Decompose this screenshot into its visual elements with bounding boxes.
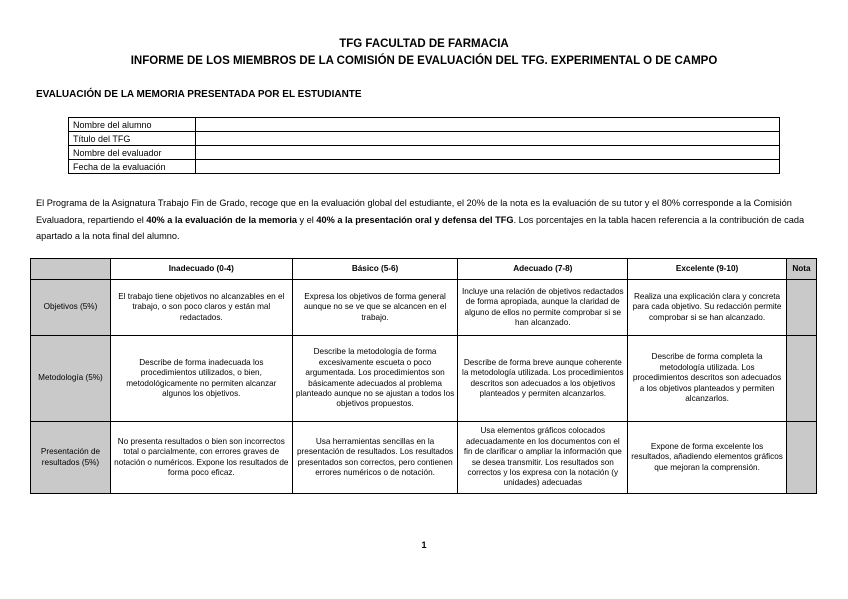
info-value-evaluator-name[interactable] — [196, 146, 780, 160]
rubric-cell: Incluye una relación de objetivos redactados de forma apropiada, aunque la claridad de alguno de ellos no permite comprobar si se han alcanzado. — [458, 280, 628, 336]
info-label-evaluator-name: Nombre del evaluador — [69, 146, 196, 160]
rubric-cell: Describe la metodología de forma excesivamente escueta o poco argumentada. Los procedimientos son básicamente adecuados al problema planteado aunque no se ajustan a todos los objetivos propuestos. — [292, 336, 458, 422]
rubric-cell: No presenta resultados o bien son incorrectos total o parcialmente, con errores graves de notación o numéricos. Expone los resultados de forma poco eficaz. — [110, 422, 292, 494]
info-label-tfg-title: Título del TFG — [69, 132, 196, 146]
rubric-row-label: Objetivos (5%) — [31, 280, 111, 336]
section-title: EVALUACIÓN DE LA MEMORIA PRESENTADA POR EL ESTUDIANTE — [36, 89, 362, 100]
paragraph-text-3: . Los porcentajes en la tabla hacen referencia a la contribución de cada apartado a la nota final del alumno. — [36, 214, 805, 241]
rubric-cell: Describe de forma completa la metodología utilizada. Los procedimientos descritos son adecuados a los objetivos planteados y permiten alcanzarlos. — [628, 336, 787, 422]
rubric-cell: Expone de forma excelente los resultados, añadiendo elementos gráficos que mejoran la comprensión. — [628, 422, 787, 494]
rubric-nota-cell[interactable] — [786, 422, 816, 494]
page-number: 1 — [421, 540, 427, 550]
info-label-evaluation-date: Fecha de la evaluación — [69, 160, 196, 174]
rubric-header-excelente: Excelente (9-10) — [628, 259, 787, 280]
student-info-table — [68, 117, 780, 174]
rubric-cell: Describe de forma inadecuada los procedimientos utilizados, o bien, metodológicamente no permiten alcanzar algunos los objetivos. — [110, 336, 292, 422]
rubric-header-adecuado: Adecuado (7-8) — [458, 259, 628, 280]
rubric-corner-cell — [31, 259, 111, 280]
rubric-row-label: Metodología (5%) — [31, 336, 111, 422]
rubric-cell: Describe de forma breve aunque coherente la metodología utilizada. Los procedimientos descritos son adecuados a los objetivos planteados y permiten alcanzarlos. — [458, 336, 628, 422]
rubric-row-presentacion — [31, 422, 817, 494]
rubric-row-metodologia — [31, 336, 817, 422]
info-value-tfg-title[interactable] — [196, 132, 780, 146]
paragraph-text-1: El Programa de la Asignatura Trabajo Fin de Grado, recoge que en la evaluación global del estudiante, el 20% de la nota es la evaluación de su tutor y el 80% corresponde a la Comisión Evaluadora, repartiendo el — [36, 198, 792, 225]
document-title: TFG FACULTAD DE FARMACIA — [339, 38, 509, 50]
paragraph-text-2: y el — [296, 214, 317, 225]
document-subtitle: INFORME DE LOS MIEMBROS DE LA COMISIÓN DE EVALUACIÓN DEL TFG. EXPERIMENTAL O DE CAMPO — [130, 55, 718, 67]
rubric-cell: Expresa los objetivos de forma general aunque no se ve que se alcancen en el trabajo. — [292, 280, 458, 336]
rubric-table — [30, 258, 817, 494]
intro-paragraph — [36, 195, 812, 245]
rubric-nota-cell[interactable] — [786, 280, 816, 336]
rubric-header-row — [31, 259, 817, 280]
rubric-cell: Realiza una explicación clara y concreta para cada objetivo. Su redacción permite comprobar si se han alcanzado. — [628, 280, 787, 336]
paragraph-bold-memory: 40% a la evaluación de la memoria — [146, 214, 297, 225]
rubric-cell: Usa herramientas sencillas en la presentación de resultados. Los resultados presentados son correctos, pero contienen errores numéricos o de notación. — [292, 422, 458, 494]
rubric-header-nota: Nota — [786, 259, 816, 280]
rubric-row-label: Presentación de resultados (5%) — [31, 422, 111, 494]
rubric-cell: El trabajo tiene objetivos no alcanzables en el trabajo, o son poco claros y están mal redactados. — [110, 280, 292, 336]
rubric-nota-cell[interactable] — [786, 336, 816, 422]
info-value-evaluation-date[interactable] — [196, 160, 780, 174]
rubric-header-inadecuado: Inadecuado (0-4) — [110, 259, 292, 280]
rubric-header-basico: Básico (5-6) — [292, 259, 458, 280]
rubric-row-objetivos — [31, 280, 817, 336]
rubric-cell: Usa elementos gráficos colocados adecuadamente en los documentos con el fin de clarificar o ampliar la información que se desea transmitir. Los resultados son correctos y los expresa con la notación (y unidades) adecuadas — [458, 422, 628, 494]
info-label-student-name: Nombre del alumno — [69, 118, 196, 132]
info-value-student-name[interactable] — [196, 118, 780, 132]
paragraph-bold-presentation: 40% a la presentación oral y defensa del TFG — [316, 214, 514, 225]
